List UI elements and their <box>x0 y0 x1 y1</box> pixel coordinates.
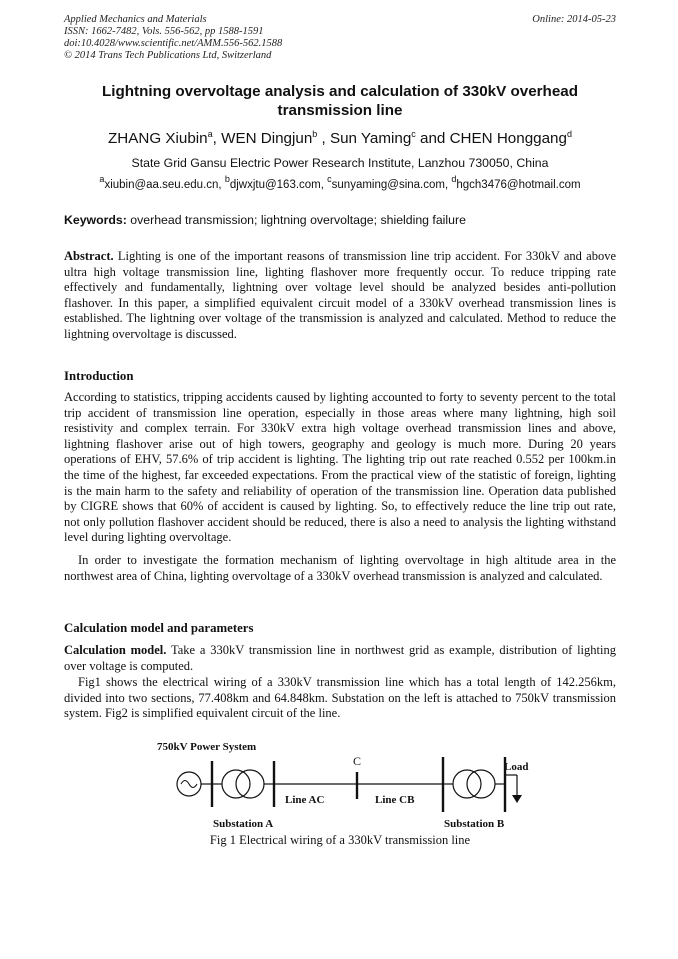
email-address[interactable]: sunyaming@sina.com <box>331 179 445 191</box>
title-line-1: Lightning overvoltage analysis and calculation of 330kV overhead <box>101 83 578 100</box>
journal-doi: doi:10.4028/www.scientific.net/AMM.556-562.1588 <box>64 38 283 49</box>
abstract-text: Lighting is one of the important reasons of transmission line trip accident. For 330kV and above ultra high voltage transmission line, lighting flashover more frequently occur. To reduce tripping rate effectively and fundamentally, lightning over voltage level should be analyzed besides anti-pollution flashover. In this paper, a simplified equivalent circuit model of a 330kV overhead transmission lines is established. The lightning over voltage of the transmission is analyzed and calculated. Method to reduce the lightning overvoltage is discussed. <box>64 249 617 341</box>
email-sep: , <box>444 179 452 191</box>
author-sep: , <box>212 130 222 147</box>
email-address[interactable]: hgch3476@hotmail.com <box>456 179 581 191</box>
author-list <box>64 130 616 148</box>
author-name: WEN Dingjun <box>221 130 313 147</box>
author-name: CHEN Honggang <box>449 130 567 147</box>
email-sep: , <box>218 179 225 191</box>
calc-model-label: Calculation model. <box>64 643 167 657</box>
figure-1-caption: Fig 1 Electrical wiring of a 330kV transmission line <box>209 833 471 847</box>
affiliation: State Grid Gansu Electric Power Research Institute, Lanzhou 730050, China <box>131 156 549 170</box>
online-date: Online: 2014-05-23 <box>532 14 616 25</box>
journal-issn: ISSN: 1662-7482, Vols. 556-562, pp 1588-1591 <box>64 26 264 37</box>
intro-paragraph-2: In order to investigate the formation mechanism of lighting overvoltage in high altitude area in the northwest area of China, lighting overvoltage of a 330kV overhead transmission is analyzed and calculated. <box>64 553 616 583</box>
author-sup: c <box>411 129 416 139</box>
email-address[interactable]: xiubin@aa.seu.edu.cn <box>104 179 219 191</box>
calc-paragraph-2: Fig1 shows the electrical wiring of a 330kV transmission line which has a total length of 142.256km, divided into two sections, 77.408km and 64.848km. Substation on the left is attached to 750kV transmission system. Fig2 is simplified equivalent circuit of the line. <box>64 675 616 721</box>
intro-paragraph-1: According to statistics, tripping accidents caused by lighting accounted to forty to seventy percent to the total trip accident of transmission line operation, especially in those areas where many lightning, high soil resistivity and complex terrain. For 330kV extra high voltage overhead transmission lines and above, lightning flashover arise out of high towers, geography and geology is much more. During 20 years operations of EHV, 57.6% of trip accident is lighting. The lighting trip out rate reached 0.552 per 100km.in the time of the highest, far exceeded expectations. From the practical view of the statistic of foreign, lighting is the main harm to the safety and reliability of operation of the transmission line. Operation data published by CIGRE shows that 60% of accident is caused by lighting. So, to effectively reduce the line trip out rate, not only pollution flashover accident should be reduced, there is also a need to analysis the lighting withstand level during lighting overvoltage. <box>64 390 616 545</box>
label-node-c: C <box>353 754 362 768</box>
email-sup: a <box>99 174 105 184</box>
journal-name: Applied Mechanics and Materials <box>64 14 207 25</box>
email-sep: , <box>320 179 328 191</box>
label-substation-a: Substation A <box>213 818 274 830</box>
author-sep: , <box>317 130 330 147</box>
author-sup: a <box>207 129 213 139</box>
abstract-label: Abstract. <box>64 249 114 263</box>
keywords-label: Keywords: <box>64 213 127 227</box>
load-arrow-icon <box>512 795 522 803</box>
author-name: ZHANG Xiubin <box>108 130 208 147</box>
label-substation-b: Substation B <box>444 818 505 830</box>
calc-paragraph-1-text: Take a 330kV transmission line in northwest grid as example, distribution of lighting over voltage is computed. <box>64 643 616 673</box>
author-sup: d <box>566 129 572 139</box>
email-sup: b <box>224 174 230 184</box>
label-line-ac: Line AC <box>285 794 325 806</box>
email-sup: c <box>327 174 332 184</box>
email-list <box>64 174 616 193</box>
keywords-text: overhead transmission; lightning overvoltage; shielding failure <box>130 213 466 227</box>
generator-sine-icon <box>181 781 197 788</box>
calc-paragraph-1 <box>64 643 616 674</box>
author-sep: and <box>415 130 450 147</box>
label-load: Load <box>504 761 529 773</box>
paper-title <box>64 82 616 120</box>
email-address[interactable]: djwxjtu@163.com <box>229 179 321 191</box>
journal-header <box>64 14 616 62</box>
label-power-system: 750kV Power System <box>157 741 257 753</box>
journal-copyright: © 2014 Trans Tech Publications Ltd, Switzerland <box>64 50 272 61</box>
figure-1-wiring-diagram <box>155 737 540 837</box>
author-sup: b <box>312 129 318 139</box>
title-line-2: transmission line <box>277 102 403 119</box>
keywords <box>64 213 616 228</box>
label-line-cb: Line CB <box>375 794 415 806</box>
section-heading-calculation: Calculation model and parameters <box>64 621 254 635</box>
section-heading-introduction: Introduction <box>64 369 134 383</box>
author-name: Sun Yaming <box>329 130 412 147</box>
abstract <box>64 249 616 343</box>
wiring-diagram-svg <box>155 737 540 837</box>
email-sup: d <box>451 174 457 184</box>
